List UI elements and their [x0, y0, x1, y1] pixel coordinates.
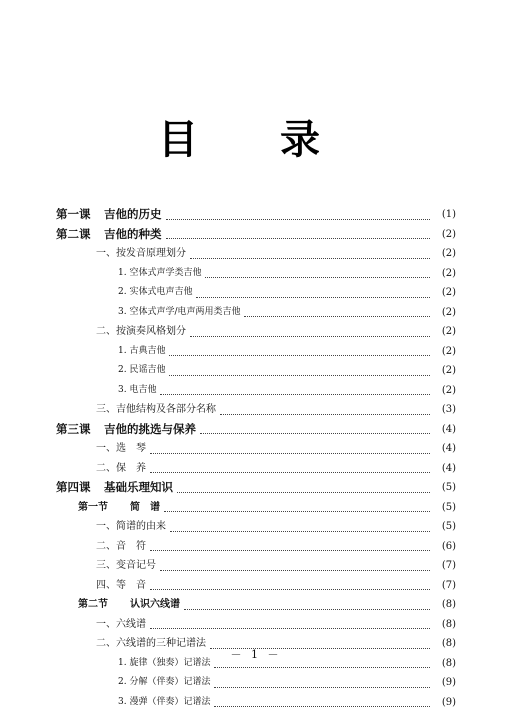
toc-dot-leader — [150, 589, 430, 590]
toc-entry — [56, 225, 456, 245]
toc-entry-title: 一、简谱的由来 — [96, 517, 166, 537]
toc-dot-leader — [214, 706, 430, 707]
toc-entry — [56, 517, 456, 537]
toc-entry-title: 二、六线谱的三种记谱法 — [96, 634, 206, 654]
toc-entry-title: 三、变音记号 — [96, 556, 156, 576]
toc-dot-leader — [150, 628, 430, 629]
toc-entry — [56, 322, 456, 342]
toc-entry-number: 第三课 — [56, 420, 104, 440]
toc-dot-leader — [205, 277, 430, 278]
toc-dot-leader — [214, 667, 430, 668]
toc-entry-title: 三、吉他结构及各部分名称 — [96, 400, 216, 420]
toc-entry-number: 第二节 — [78, 595, 130, 615]
toc-entry — [56, 478, 456, 498]
toc-entry-title: 二、按演奏风格划分 — [96, 322, 186, 342]
toc-entry-page: (5) — [434, 517, 456, 537]
toc-entry-page: (6) — [434, 537, 456, 557]
toc-entry-page: (2) — [434, 381, 456, 401]
toc-dot-leader — [196, 297, 430, 298]
toc-dot-leader — [220, 414, 430, 415]
toc-entry — [56, 244, 456, 264]
toc-entry-title: 二、保 养 — [96, 459, 146, 479]
toc-dot-leader — [177, 492, 430, 493]
toc-entry-title: 认识六线谱 — [130, 595, 180, 615]
toc-entry-title: 3. 电吉他 — [118, 381, 156, 401]
toc-dot-leader — [190, 336, 430, 337]
toc-dot-leader — [214, 687, 430, 688]
toc-entry-title: 3. 空体式声学/电声两用类吉他 — [118, 303, 240, 323]
toc-dot-leader — [150, 472, 430, 473]
toc-dot-leader — [200, 433, 430, 434]
toc-entry — [56, 361, 456, 381]
toc-entry-page: (2) — [434, 361, 456, 381]
toc-entry-page: (7) — [434, 576, 456, 596]
toc-dot-leader — [166, 238, 431, 239]
toc-entry — [56, 693, 456, 712]
toc-dot-leader — [244, 316, 430, 317]
toc-entry-page: (2) — [434, 342, 456, 362]
toc-entry-page: (2) — [434, 225, 456, 245]
toc-entry-page: (1) — [434, 205, 456, 225]
toc-entry-page: (8) — [434, 654, 456, 674]
toc-entry-title: 3. 漫弹（伴奏）记谱法 — [118, 693, 210, 712]
toc-dot-leader — [170, 531, 430, 532]
toc-entry — [56, 439, 456, 459]
toc-entry — [56, 498, 456, 518]
toc-entry — [56, 615, 456, 635]
toc-entry-number: 第一课 — [56, 205, 104, 225]
toc-entry — [56, 459, 456, 479]
toc-dot-leader — [164, 511, 430, 512]
toc-entry — [56, 595, 456, 615]
toc-entry — [56, 342, 456, 362]
toc-entry-page: (5) — [434, 498, 456, 518]
toc-entry-title: 一、按发音原理划分 — [96, 244, 186, 264]
toc-dot-leader — [190, 258, 430, 259]
toc-entry-page: (5) — [434, 478, 456, 498]
toc-entry — [56, 283, 456, 303]
page-title: 目 录 — [0, 108, 512, 165]
toc-entry — [56, 264, 456, 284]
toc-entry-page: (9) — [434, 673, 456, 693]
toc-entry — [56, 303, 456, 323]
toc-entry — [56, 420, 456, 440]
toc-entry-title: 2. 民谣吉他 — [118, 361, 165, 381]
toc-dot-leader — [169, 375, 430, 376]
toc-entry-page: (8) — [434, 615, 456, 635]
toc-dot-leader — [160, 394, 430, 395]
toc-entry-title: 基础乐理知识 — [104, 478, 173, 498]
toc-entry — [56, 381, 456, 401]
toc-entry-page: (2) — [434, 264, 456, 284]
toc-entry-title: 简 谱 — [130, 498, 160, 518]
toc-entry-title: 吉他的种类 — [104, 225, 162, 245]
toc-entry-title: 二、音 符 — [96, 537, 146, 557]
toc-entry-title: 1. 空体式声学类吉他 — [118, 264, 201, 284]
toc-entry-title: 一、六线谱 — [96, 615, 146, 635]
toc-entry-title: 1. 旋律（独奏）记谱法 — [118, 654, 210, 674]
toc-entry-title: 2. 实体式电声吉他 — [118, 283, 192, 303]
toc-entry-number: 第四课 — [56, 478, 104, 498]
toc-entry — [56, 400, 456, 420]
toc-entry-title: 2. 分解（伴奏）记谱法 — [118, 673, 210, 693]
page-number: － 1 － — [0, 646, 512, 662]
toc-entry-page: (2) — [434, 244, 456, 264]
toc-entry — [56, 556, 456, 576]
toc-entry-number: 第二课 — [56, 225, 104, 245]
toc-entry-page: (8) — [434, 595, 456, 615]
table-of-contents — [56, 205, 456, 712]
toc-entry-number: 第一节 — [78, 498, 130, 518]
toc-dot-leader — [166, 219, 431, 220]
toc-entry — [56, 205, 456, 225]
toc-entry-page: (4) — [434, 459, 456, 479]
toc-dot-leader — [184, 609, 430, 610]
toc-entry-page: (9) — [434, 693, 456, 712]
toc-dot-leader — [150, 550, 430, 551]
toc-entry — [56, 576, 456, 596]
toc-entry-title: 一、选 琴 — [96, 439, 146, 459]
toc-entry-page: (2) — [434, 322, 456, 342]
toc-entry-page: (4) — [434, 439, 456, 459]
toc-entry — [56, 537, 456, 557]
toc-entry-title: 四、等 音 — [96, 576, 146, 596]
toc-entry-page: (4) — [434, 420, 456, 440]
toc-entry-page: (3) — [434, 400, 456, 420]
toc-dot-leader — [150, 453, 430, 454]
toc-entry-title: 吉他的历史 — [104, 205, 162, 225]
toc-entry-page: (7) — [434, 556, 456, 576]
toc-entry-title: 吉他的挑选与保养 — [104, 420, 196, 440]
toc-entry-title: 1. 古典吉他 — [118, 342, 165, 362]
toc-dot-leader — [169, 355, 430, 356]
toc-entry-page: (2) — [434, 303, 456, 323]
toc-entry-page: (8) — [434, 634, 456, 654]
toc-entry-page: (2) — [434, 283, 456, 303]
toc-dot-leader — [160, 570, 430, 571]
